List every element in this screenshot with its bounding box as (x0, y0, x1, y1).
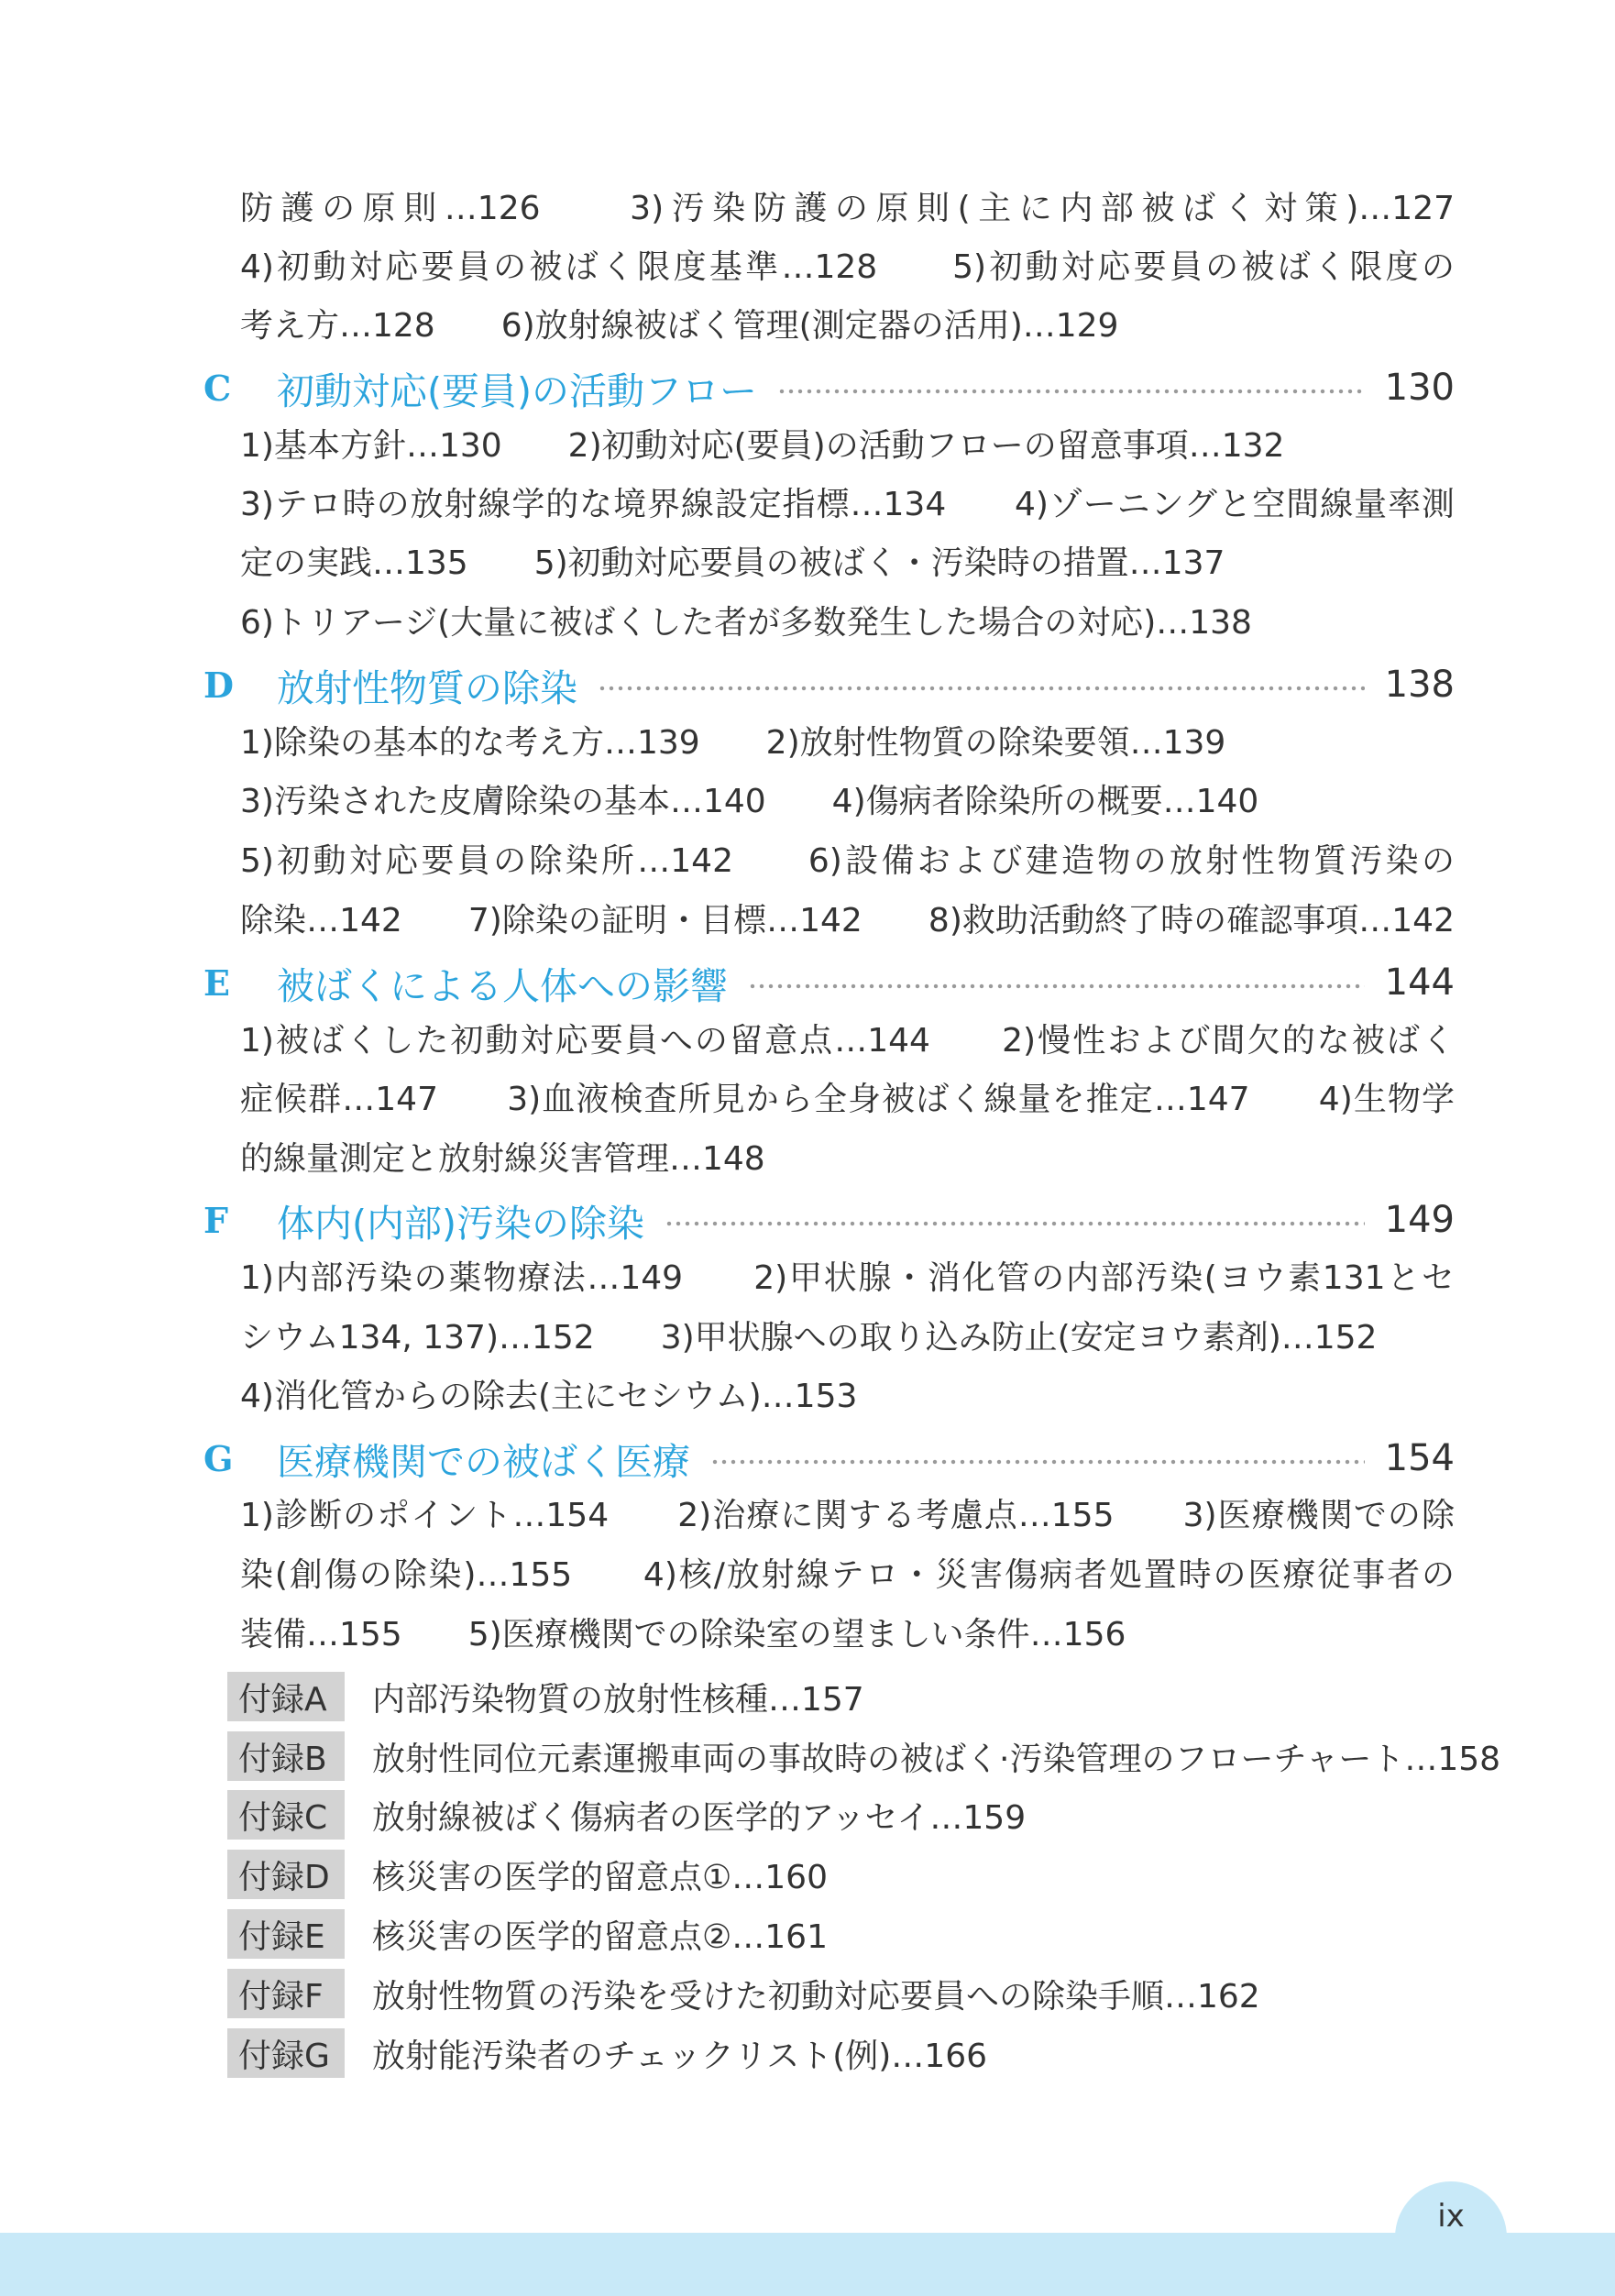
appendix-label: 付録F (227, 1969, 345, 2018)
appendix-title: 核災害の医学的留意点②…161 (372, 1917, 828, 1956)
dot-leader (598, 686, 1365, 691)
appendix-label: 付録C (227, 1790, 345, 1840)
section-page: 154 (1384, 1437, 1455, 1479)
dot-leader (748, 983, 1365, 989)
section-page: 144 (1384, 961, 1455, 1004)
appendix-label: 付録E (227, 1909, 345, 1959)
toc-line: 1)除染の基本的な考え方…139 2)放射性物質の除染要領…139 (240, 724, 1226, 762)
appendix-entry-b[interactable] (227, 1730, 1500, 1782)
toc-line: 3)汚染された皮膚除染の基本…140 4)傷病者除染所の概要…140 (240, 783, 1259, 820)
appendix-entry-d[interactable] (227, 1849, 828, 1900)
appendix-title: 放射能汚染者のチェックリスト(例)…166 (372, 2037, 988, 2075)
toc-line: 4)消化管からの除去(主にセシウム)…153 (240, 1378, 858, 1415)
section-heading-d[interactable] (203, 655, 1455, 714)
appendix-entry-c[interactable] (227, 1789, 1026, 1840)
page-number: ix (1437, 2198, 1465, 2235)
appendix-title: 放射性同位元素運搬車両の事故時の被ばく·汚染管理のフローチャート…158 (372, 1740, 1501, 1778)
section-heading-f[interactable] (203, 1191, 1455, 1249)
toc-line: 1)診断のポイント…154 2)治療に関する考慮点…155 3)医療機関での除 (240, 1497, 1455, 1534)
section-letter: C (203, 367, 232, 409)
toc-line: 4)初動対応要員の被ばく限度基準…128 5)初動対応要員の被ばく限度の (240, 248, 1455, 286)
toc-line: 1)基本方針…130 2)初動対応(要員)の活動フローの留意事項…132 (240, 427, 1285, 465)
appendix-label: 付録B (227, 1731, 345, 1781)
appendix-entry-e[interactable] (227, 1908, 828, 1960)
appendix-label: 付録A (227, 1672, 345, 1721)
toc-line: 6)トリアージ(大量に被ばくした者が多数発生した場合の対応)…138 (240, 604, 1252, 642)
toc-line: 除染…142 7)除染の証明・目標…142 8)救助活動終了時の確認事項…142 (240, 902, 1455, 939)
appendix-entry-g[interactable] (227, 2027, 987, 2079)
section-page: 149 (1384, 1199, 1455, 1241)
appendix-title: 内部汚染物質の放射性核種…157 (372, 1680, 864, 1719)
toc-line: 5)初動対応要員の除染所…142 6)設備および建造物の放射性物質汚染の (240, 842, 1455, 880)
toc-line: 的線量測定と放射線災害管理…148 (240, 1140, 765, 1178)
dot-leader (665, 1221, 1365, 1226)
section-heading-g[interactable] (203, 1429, 1455, 1488)
dot-leader (777, 389, 1365, 394)
toc-line: 症候群…147 3)血液検査所見から全身被ばく線量を推定…147 4)生物学 (240, 1081, 1455, 1118)
appendix-label: 付録G (227, 2028, 345, 2078)
dot-leader (710, 1459, 1365, 1465)
toc-line: 1)内部汚染の薬物療法…149 2)甲状腺・消化管の内部汚染(ヨウ素131とセ (240, 1259, 1455, 1297)
appendix-entry-f[interactable] (227, 1968, 1260, 2019)
toc-line: 考え方…128 6)放射線被ばく管理(測定器の活用)…129 (240, 307, 1119, 345)
appendix-label: 付録D (227, 1850, 345, 1899)
toc-line: シウム134, 137)…152 3)甲状腺への取り込み防止(安定ヨウ素剤)…152 (240, 1319, 1378, 1357)
appendix-title: 核災害の医学的留意点①…160 (372, 1858, 828, 1896)
section-title: 被ばくによる人体への影響 (277, 963, 728, 1008)
section-letter: E (203, 961, 230, 1004)
section-title: 放射性物質の除染 (277, 665, 577, 710)
appendix-title: 放射線被ばく傷病者の医学的アッセイ…159 (372, 1798, 1027, 1837)
section-letter: G (203, 1437, 234, 1479)
section-title: 医療機関での被ばく医療 (277, 1439, 690, 1484)
appendix-title: 放射性物質の汚染を受けた初動対応要員への除染手順…162 (372, 1977, 1260, 2016)
toc-line: 定の実践…135 5)初動対応要員の被ばく・汚染時の措置…137 (240, 544, 1225, 582)
appendix-entry-a[interactable] (227, 1671, 864, 1722)
toc-line: 3)テロ時の放射線学的な境界線設定指標…134 4)ゾーニングと空間線量率測 (240, 486, 1455, 523)
toc-line: 1)被ばくした初動対応要員への留意点…144 2)慢性および間欠的な被ばく (240, 1022, 1455, 1060)
section-title: 体内(内部)汚染の除染 (277, 1201, 644, 1246)
toc-line: 装備…155 5)医療機関での除染室の望ましい条件…156 (240, 1616, 1126, 1653)
toc-line: 染(創傷の除染)…155 4)核/放射線テロ・災害傷病者処置時の医療従事者の (240, 1556, 1455, 1594)
section-heading-e[interactable] (203, 953, 1455, 1012)
section-page: 130 (1384, 367, 1455, 409)
footer-band (0, 2233, 1615, 2296)
section-letter: F (203, 1199, 228, 1241)
section-title: 初動対応(要員)の活動フロー (277, 368, 757, 413)
section-heading-c[interactable] (203, 358, 1455, 417)
section-page: 138 (1384, 664, 1455, 706)
section-letter: D (203, 664, 234, 706)
toc-line: 防護の原則…126 3)汚染防護の原則(主に内部被ばく対策)…127 (240, 190, 1455, 227)
